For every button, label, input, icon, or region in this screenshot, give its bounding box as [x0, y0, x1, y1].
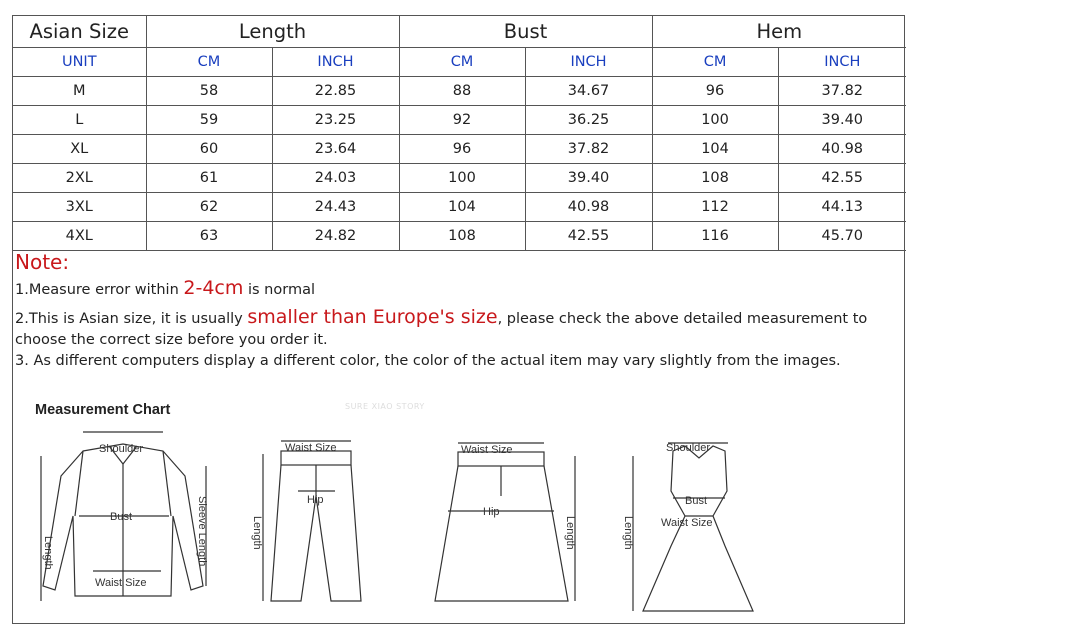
value-cell: 45.70: [778, 222, 906, 251]
value-cell: 40.98: [525, 193, 652, 222]
unit-row: [13, 48, 906, 77]
label-length: Length: [42, 536, 54, 570]
value-cell: 104: [652, 135, 778, 164]
label-bust: Bust: [110, 511, 133, 523]
label-shoulder: Shoulder: [666, 442, 711, 454]
unit-cell: CM: [146, 48, 272, 77]
unit-cell: INCH: [272, 48, 399, 77]
value-cell: 63: [146, 222, 272, 251]
value-cell: 24.43: [272, 193, 399, 222]
size-cell: 2XL: [13, 164, 146, 193]
table-row: [13, 106, 906, 135]
value-cell: 37.82: [778, 77, 906, 106]
value-cell: 58: [146, 77, 272, 106]
unit-cell: CM: [399, 48, 525, 77]
note-text: is normal: [243, 282, 315, 298]
value-cell: 100: [652, 106, 778, 135]
value-cell: 42.55: [778, 164, 906, 193]
value-cell: 92: [399, 106, 525, 135]
note-line-2: [15, 307, 900, 351]
label-length: Length: [251, 516, 263, 550]
unit-cell: INCH: [778, 48, 906, 77]
table-row: [13, 222, 906, 251]
table-row: [13, 164, 906, 193]
value-cell: 39.40: [525, 164, 652, 193]
value-cell: 22.85: [272, 77, 399, 106]
watermark: SURE XIAO STORY: [345, 402, 425, 411]
label-length: Length: [622, 516, 634, 550]
header-hem: Hem: [652, 16, 906, 48]
size-cell: L: [13, 106, 146, 135]
note-line-3: 3. As different computers display a different color, the color of the actual item may vary slightly from the images.: [15, 353, 841, 369]
value-cell: 112: [652, 193, 778, 222]
value-cell: 34.67: [525, 77, 652, 106]
label-waist-size: Waist Size: [461, 444, 513, 456]
table-row: [13, 135, 906, 164]
label-length: Length: [564, 516, 576, 550]
value-cell: 100: [399, 164, 525, 193]
value-cell: 61: [146, 164, 272, 193]
value-cell: 60: [146, 135, 272, 164]
unit-cell: CM: [652, 48, 778, 77]
header-length: Length: [146, 16, 399, 48]
table-row: [13, 77, 906, 106]
value-cell: 37.82: [525, 135, 652, 164]
value-cell: 42.55: [525, 222, 652, 251]
measurement-chart-title: Measurement Chart: [35, 402, 171, 418]
pants-diagram: [263, 441, 361, 601]
note-title: Note:: [15, 250, 70, 274]
label-waist-size: Waist Size: [285, 442, 337, 454]
value-cell: 108: [399, 222, 525, 251]
value-cell: 24.03: [272, 164, 399, 193]
size-cell: 4XL: [13, 222, 146, 251]
header-asian-size: Asian Size: [13, 16, 146, 48]
value-cell: 40.98: [778, 135, 906, 164]
table-header-row: [13, 16, 906, 48]
note-line-1: [15, 278, 900, 301]
note-text: 1.Measure error within: [15, 282, 184, 298]
value-cell: 104: [399, 193, 525, 222]
table-row: [13, 193, 906, 222]
size-table: [13, 16, 906, 251]
skirt-diagram: [435, 443, 575, 601]
value-cell: 36.25: [525, 106, 652, 135]
header-bust: Bust: [399, 16, 652, 48]
value-cell: 23.64: [272, 135, 399, 164]
value-cell: 116: [652, 222, 778, 251]
label-bust: Bust: [685, 495, 708, 507]
note-text: , please check the above detailed measurement to choose the correct size before you order it.: [15, 311, 868, 348]
value-cell: 44.13: [778, 193, 906, 222]
notes-section: [15, 248, 900, 372]
value-cell: 62: [146, 193, 272, 222]
note-text: 2.This is Asian size, it is usually: [15, 311, 248, 327]
size-cell: XL: [13, 135, 146, 164]
value-cell: 24.82: [272, 222, 399, 251]
value-cell: 88: [399, 77, 525, 106]
measurement-diagrams: [13, 416, 903, 621]
value-cell: 96: [399, 135, 525, 164]
label-waist-size: Waist Size: [95, 577, 147, 589]
label-shoulder: Shoulder: [99, 443, 144, 455]
value-cell: 96: [652, 77, 778, 106]
value-cell: 39.40: [778, 106, 906, 135]
label-waist-size: Waist Size: [661, 517, 713, 529]
size-chart-sheet: [12, 15, 905, 624]
label-hip: Hip: [307, 494, 324, 506]
value-cell: 23.25: [272, 106, 399, 135]
size-cell: M: [13, 77, 146, 106]
label-hip: Hip: [483, 506, 500, 518]
note-highlight: smaller than Europe's size: [247, 306, 498, 328]
label-sleeve-length: Sleeve Length: [196, 496, 208, 567]
size-cell: 3XL: [13, 193, 146, 222]
value-cell: 108: [652, 164, 778, 193]
note-highlight: 2-4cm: [183, 277, 244, 299]
unit-cell: INCH: [525, 48, 652, 77]
unit-cell: UNIT: [13, 48, 146, 77]
value-cell: 59: [146, 106, 272, 135]
